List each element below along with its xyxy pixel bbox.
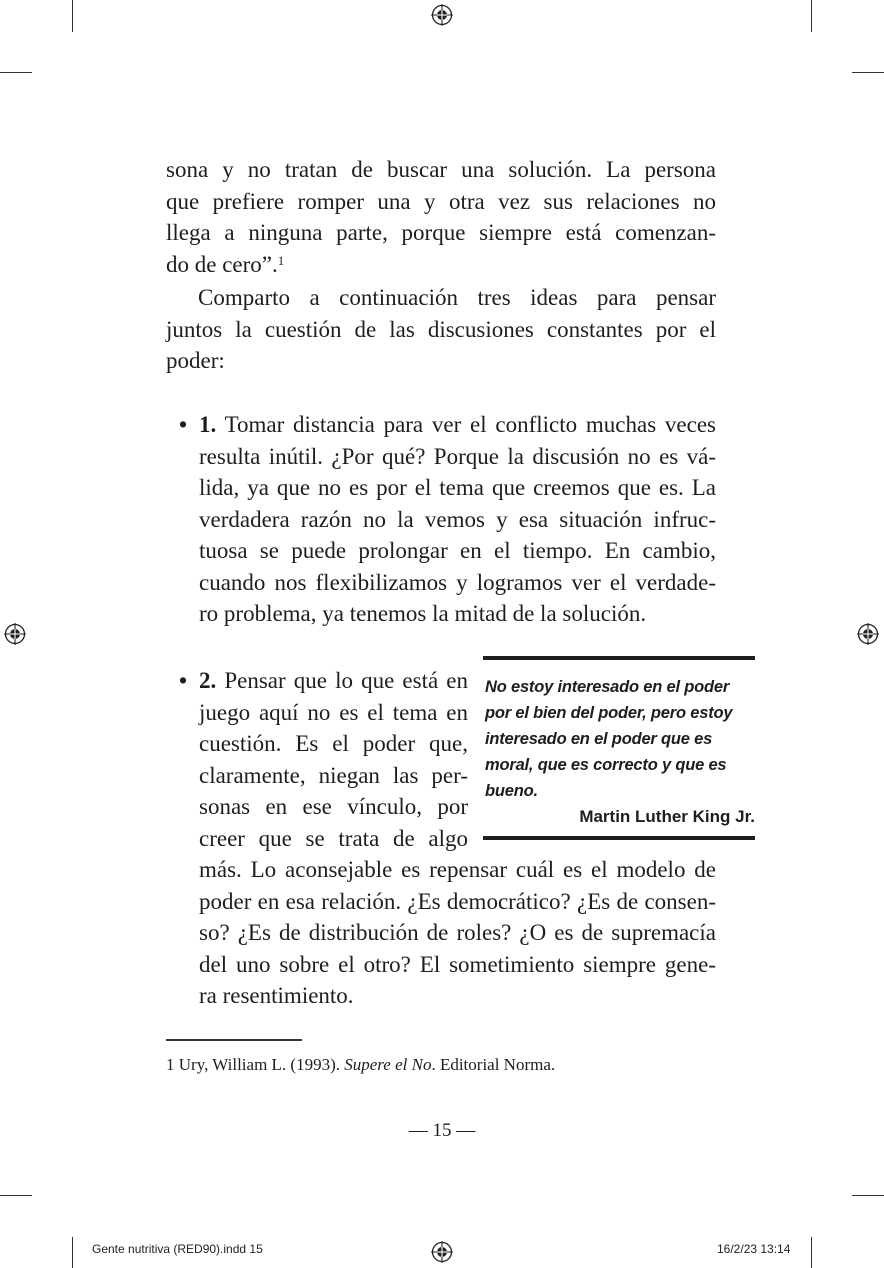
text-line: sonas en ese vínculo, por <box>199 794 468 819</box>
text-line <box>199 665 468 697</box>
wrapped-text-column <box>199 665 468 854</box>
text-line: so? ¿Es de distribución de roles? ¿O es de supremacía <box>199 920 716 945</box>
paragraph-continuation <box>166 154 716 280</box>
text-line: resulta inútil. ¿Por qué? Porque la discusión no es vá- <box>199 443 716 469</box>
text-line: cuando nos flexibilizamos y logramos ver el verdade- <box>199 569 716 595</box>
page-number: — 15 — <box>408 1120 476 1141</box>
paragraph-intro <box>166 282 716 377</box>
crop-mark <box>0 1195 32 1196</box>
crop-mark <box>811 1237 812 1268</box>
slug-timestamp: 16/2/23 13:14 <box>717 1242 791 1256</box>
crop-mark <box>811 0 812 32</box>
text-line: lida, ya que no es por el tema que creemos que es. La <box>199 475 716 500</box>
registration-mark-icon <box>4 623 26 645</box>
crop-mark <box>852 72 884 73</box>
crop-mark <box>72 1237 73 1268</box>
text-line: sona y no tratan de buscar una solución. La persona <box>166 157 716 182</box>
list-number: 2. <box>199 668 217 693</box>
footnote <box>166 1054 555 1076</box>
quote-line: moral, que es correcto y que es <box>485 756 727 774</box>
text-line: cuestión. Es el poder que, <box>199 731 468 756</box>
quote-line: No estoy interesado en el poder <box>485 678 730 696</box>
text-line: poder: <box>166 348 225 373</box>
list-number: 1. <box>199 412 217 437</box>
crop-mark <box>72 0 73 32</box>
slug-filename: Gente nutritiva (RED90).indd 15 <box>92 1242 263 1256</box>
list-item <box>179 409 716 630</box>
bullet-marker: • <box>179 668 188 693</box>
registration-mark-icon <box>431 1241 453 1263</box>
text-line <box>199 409 716 441</box>
text-line: llega a ninguna parte, porque siempre está comenzan- <box>166 220 716 245</box>
crop-mark <box>852 1195 884 1196</box>
text-line-content: Pensar que lo que está en <box>216 668 468 693</box>
text-line: creer que se trata de algo <box>199 825 468 851</box>
quote-line: por el bien del poder, pero estoy <box>485 704 733 722</box>
bullet-marker: • <box>179 412 188 437</box>
footnote-text: . Editorial Norma. <box>431 1055 556 1074</box>
text-line: poder en esa relación. ¿Es democrático? ¿Es de consen- <box>199 888 716 914</box>
text-line-content: do de cero”. <box>166 251 278 277</box>
text-line: ra resentimiento. <box>199 983 354 1008</box>
text-line: que prefiere romper una y otra vez sus relaciones no <box>166 188 716 214</box>
quote-text <box>485 674 755 804</box>
text-line: juntos la cuestión de las discusiones constantes por el <box>166 316 716 342</box>
footnote-divider <box>166 1039 302 1041</box>
text-line: claramente, niegan las per- <box>199 762 468 788</box>
pull-quote <box>483 656 755 840</box>
crop-mark <box>0 72 32 73</box>
text-line <box>166 249 716 281</box>
text-line: ro problema, ya tenemos la mitad de la solución. <box>199 601 647 626</box>
text-line: tuosa se puede prolongar en el tiempo. En cambio, <box>199 538 716 563</box>
footnote-reference: 1 <box>277 252 285 268</box>
quote-line: bueno. <box>485 782 538 800</box>
footnote-title: Supere el No <box>344 1055 432 1074</box>
quote-line: interesado en el poder que es <box>485 730 713 748</box>
quote-author: Martin Luther King Jr. <box>579 807 755 826</box>
text-line: juego aquí no es el tema en <box>199 699 468 725</box>
text-line: Comparto a continuación tres ideas para pensar <box>198 285 716 310</box>
registration-mark-icon <box>857 623 879 645</box>
registration-mark-icon <box>431 4 453 26</box>
footnote-text: 1 Ury, William L. (1993). <box>166 1055 345 1074</box>
text-line: verdadera razón no la vemos y esa situación infruc- <box>199 506 716 532</box>
text-line-content: Tomar distancia para ver el conflicto muchas veces <box>216 412 716 437</box>
text-line: más. Lo aconsejable es repensar cuál es el modelo de <box>199 857 716 882</box>
text-line: del uno sobre el otro? El sometimiento siempre gene- <box>199 951 716 977</box>
